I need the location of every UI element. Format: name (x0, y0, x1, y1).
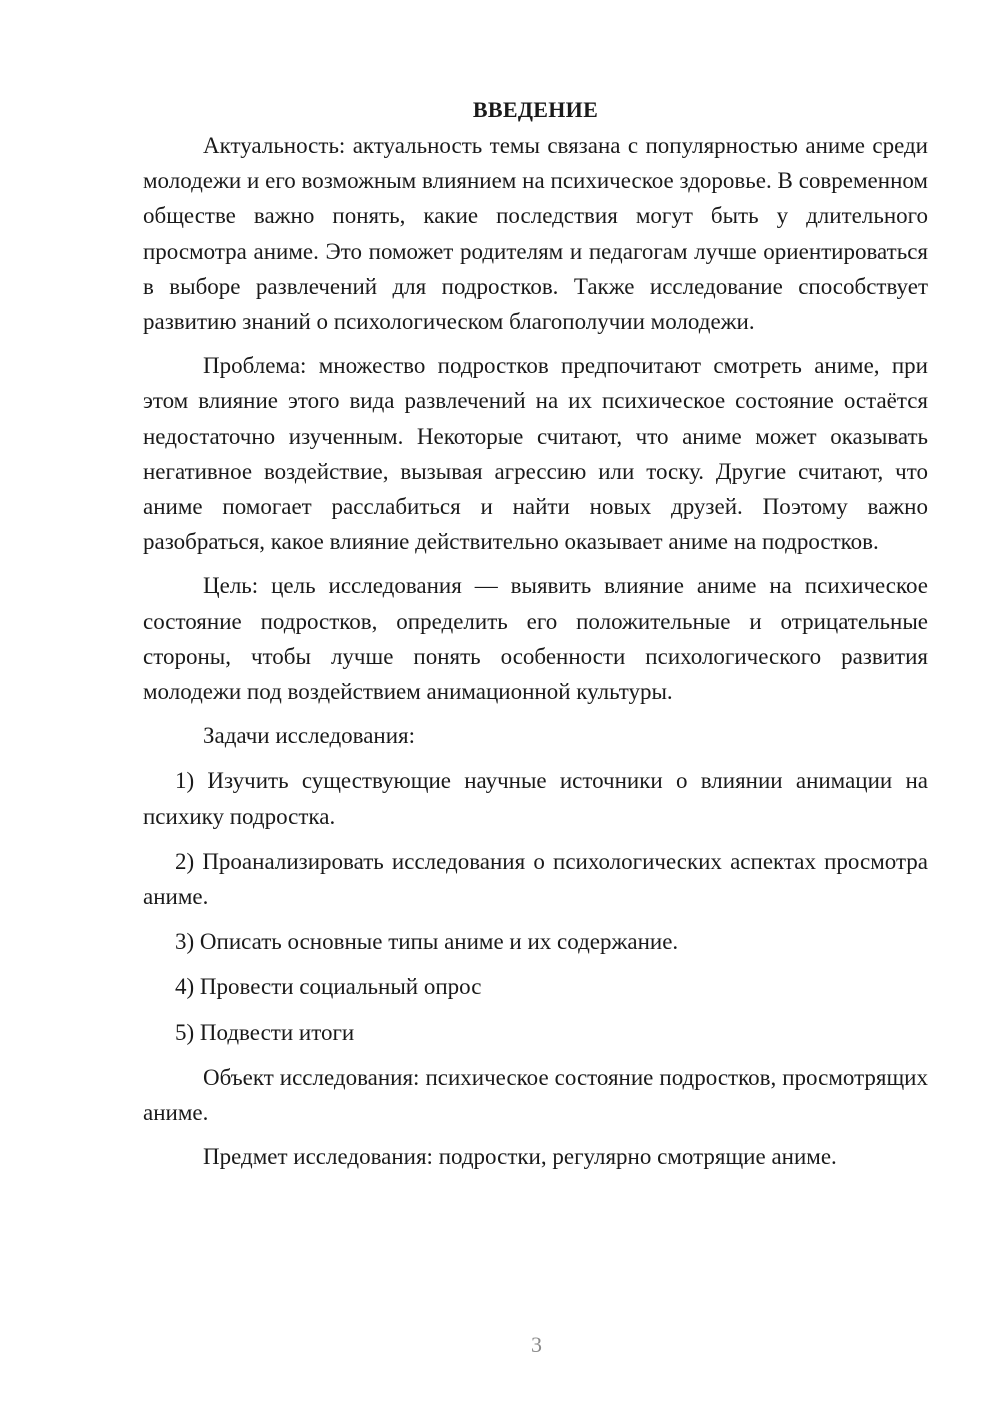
task-item-1: 1) Изучить существующие научные источники о влиянии анимации на психику подростка. (143, 768, 928, 829)
tasks-title: Задачи исследования: (203, 723, 416, 749)
task-item-4: 4) Провести социальный опрос (175, 974, 482, 1000)
task-item-3: 3) Описать основные типы аниме и их содержание. (175, 929, 679, 955)
page-body (143, 92, 928, 1183)
page-number: 3 (531, 1332, 542, 1357)
paragraph-relevance: Актуальность: актуальность темы связана с популярностью аниме среди молодежи и его возможным влиянием на психическое здоровье. В современном обществе важно понять, какие последствия могут быть у длительного просмотра аниме. Это поможет родителям и педагогам лучше ориентироваться в выборе развлечений для подростков. Также исследование способствует развитию знаний о психологическом благополучии молодежи. (143, 133, 928, 335)
task-item-5: 5) Подвести итоги (175, 1019, 355, 1045)
section-heading: ВВЕДЕНИЕ (472, 97, 599, 122)
paragraph-subject: Предмет исследования: подростки, регулярно смотрящие аниме. (203, 1144, 837, 1170)
paragraph-goal: Цель: цель исследования — выявить влияние аниме на психическое состояние подростков, определить его положительные и отрицательные стороны, чтобы лучше понять особенности психологического развития молодежи под воздействием анимационной культуры. (143, 573, 928, 705)
paragraph-problem: Проблема: множество подростков предпочитают смотреть аниме, при этом влияние этого вида развлечений на их психическое состояние остаётся недостаточно изученным. Некоторые считают, что аниме может оказывать негативное воздействие, вызывая агрессию или тоску. Другие считают, что аниме помогает расслабиться и найти новых друзей. Поэтому важно разобраться, какое влияние действительно оказывает аниме на подростков. (143, 353, 928, 555)
task-item-2: 2) Проанализировать исследования о психологических аспектах просмотра аниме. (143, 848, 928, 910)
paragraph-object: Объект исследования: психическое состояние подростков, просмотрящих аниме. (143, 1064, 928, 1126)
